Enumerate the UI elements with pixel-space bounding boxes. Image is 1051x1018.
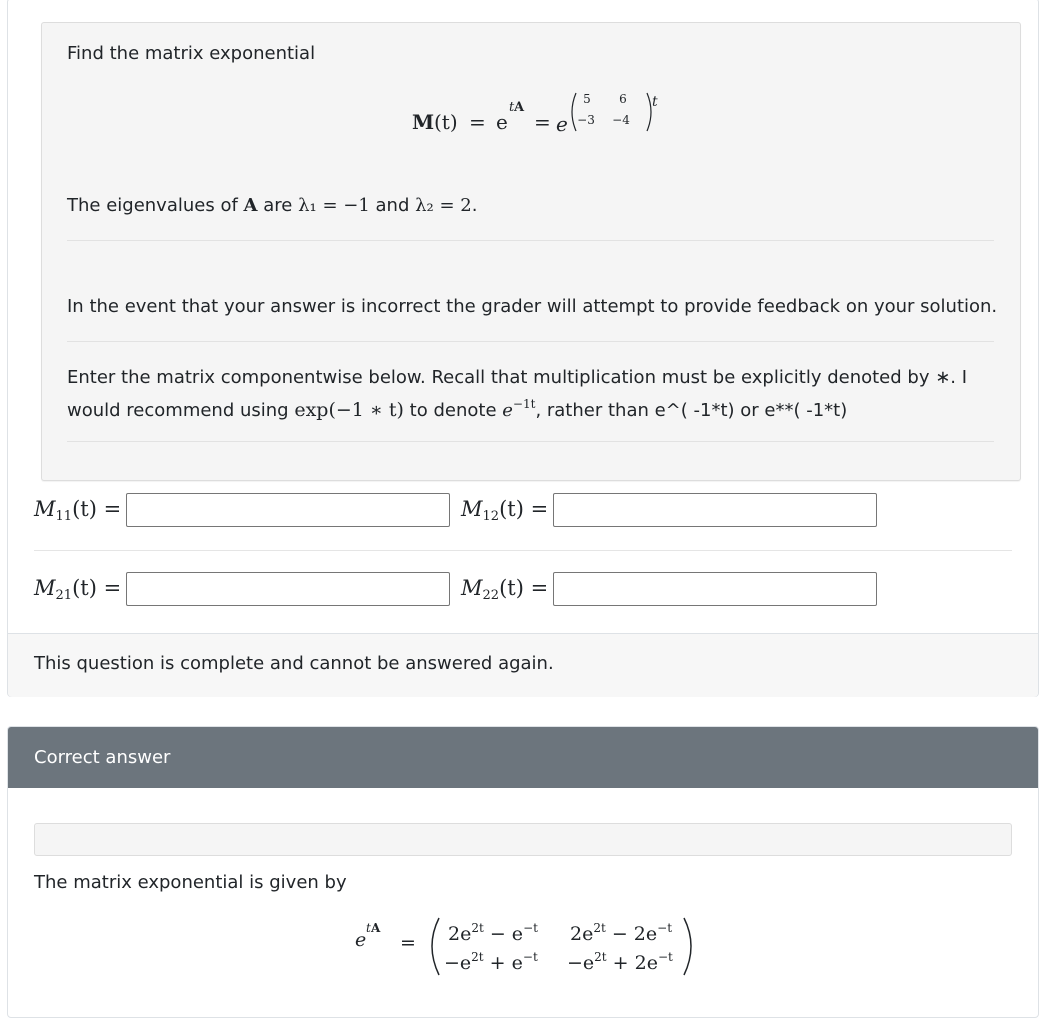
divider	[67, 240, 994, 241]
sol-m22-b: + 2e	[606, 952, 658, 974]
exp-mat-t: t	[652, 94, 658, 110]
eq-e: e	[496, 110, 508, 134]
intro-text: Find the matrix exponential	[67, 43, 316, 64]
answer-row-2	[8, 572, 1038, 612]
sol-m22	[567, 950, 673, 974]
eq-equals-2: =	[534, 110, 551, 134]
m11-input[interactable]	[126, 493, 450, 527]
eigenvalues-text	[67, 195, 477, 216]
sol-m22-a: −e	[567, 952, 595, 974]
m22-label	[461, 576, 548, 603]
divider	[67, 441, 994, 442]
sol-lhs-e: e	[355, 929, 367, 951]
instr-pre: would recommend using	[67, 400, 289, 421]
m22-sub: 22	[482, 588, 500, 603]
eigen-prefix: The eigenvalues of	[67, 195, 238, 216]
correct-answer-card	[7, 726, 1039, 1018]
question-card	[7, 0, 1039, 697]
solution-equation	[355, 912, 705, 982]
m22-sym: M	[461, 576, 483, 600]
lambda-1: λ₁ = −1	[298, 195, 370, 216]
eigen-matrix-symbol: A	[243, 195, 258, 216]
eq-M: M	[412, 110, 435, 134]
sol-m21-a: −e	[444, 952, 472, 974]
m21-sym: M	[34, 576, 56, 600]
eigen-period: .	[471, 195, 478, 216]
m11-sym: M	[34, 497, 56, 521]
m12-tail: (t) =	[499, 497, 549, 521]
eq-equals-1: =	[469, 110, 486, 134]
instructions-line-2	[67, 397, 847, 421]
instructions-line-1: Enter the matrix componentwise below. Recall that multiplication must be explicitly denoted by ∗. I	[67, 367, 968, 388]
sol-m12-b: − 2e	[605, 923, 658, 945]
status-text: This question is complete and cannot be answered again.	[34, 653, 554, 674]
m22-tail: (t) =	[499, 576, 549, 600]
question-status-footer	[8, 633, 1038, 697]
eigen-and: and	[375, 195, 410, 216]
m12-label	[461, 497, 548, 524]
sol-m21-b: + e	[483, 952, 523, 974]
m11-sub: 11	[55, 509, 73, 524]
correct-answer-text: The matrix exponential is given by	[34, 872, 347, 893]
sol-m11	[448, 921, 538, 945]
instr-e: e	[502, 400, 513, 421]
feedback-note: In the event that your answer is incorrect the grader will attempt to provide feedback on your solution.	[67, 296, 998, 317]
eq-arg: (t)	[434, 110, 458, 134]
m11-label	[34, 497, 121, 524]
exp-mat-22: −4	[612, 113, 630, 127]
sol-m12-sup2: −t	[657, 921, 673, 935]
sol-lhs-t: t	[366, 921, 371, 935]
sol-m11-sup2: −t	[523, 921, 538, 935]
correct-answer-title: Correct answer	[34, 747, 171, 768]
instr-mid: to denote	[409, 400, 497, 421]
eq-sup-A: A	[514, 100, 525, 115]
sol-m21	[444, 950, 538, 974]
divider	[67, 341, 994, 342]
answer-row-1	[8, 493, 1038, 533]
exp-mat-12: 6	[619, 92, 627, 106]
instr-post: , rather than e^( -1*t) or e**( -1*t)	[535, 400, 848, 421]
m22-input[interactable]	[553, 572, 877, 606]
eigen-are: are	[263, 195, 293, 216]
sol-lhs-A: A	[371, 921, 381, 935]
lambda-2: λ₂ = 2	[415, 195, 472, 216]
instr-sup: −1t	[512, 397, 536, 411]
correct-answer-empty-box	[34, 823, 1012, 856]
m12-sub: 12	[482, 509, 500, 524]
sol-m22-sup2: −t	[657, 950, 673, 964]
sol-m21-sup: 2t	[471, 950, 484, 964]
sol-m22-sup: 2t	[594, 950, 607, 964]
sol-m11-sup: 2t	[471, 921, 484, 935]
sol-m12	[570, 921, 672, 945]
m12-sym: M	[461, 497, 483, 521]
m21-tail: (t) =	[72, 576, 122, 600]
correct-answer-header	[8, 727, 1038, 788]
exponent-matrix	[565, 90, 658, 134]
m11-tail: (t) =	[72, 497, 122, 521]
sol-m12-sup: 2t	[593, 921, 606, 935]
m21-input[interactable]	[126, 572, 450, 606]
sol-m11-a: 2e	[448, 923, 472, 945]
exp-mat-21: −3	[577, 113, 595, 127]
m21-label	[34, 576, 121, 603]
problem-statement	[41, 22, 1021, 481]
exp-mat-11: 5	[583, 92, 591, 106]
sol-m12-a: 2e	[570, 923, 594, 945]
eq-e2: e	[556, 112, 568, 136]
instr-math: exp(−1 ∗ t)	[294, 399, 404, 421]
m12-input[interactable]	[553, 493, 877, 527]
eq-sup-t: t	[509, 100, 515, 115]
divider	[34, 550, 1012, 551]
m21-sub: 21	[55, 588, 73, 603]
sol-equals: =	[400, 932, 416, 954]
sol-m21-sup2: −t	[522, 950, 538, 964]
sol-m11-b: − e	[483, 923, 524, 945]
